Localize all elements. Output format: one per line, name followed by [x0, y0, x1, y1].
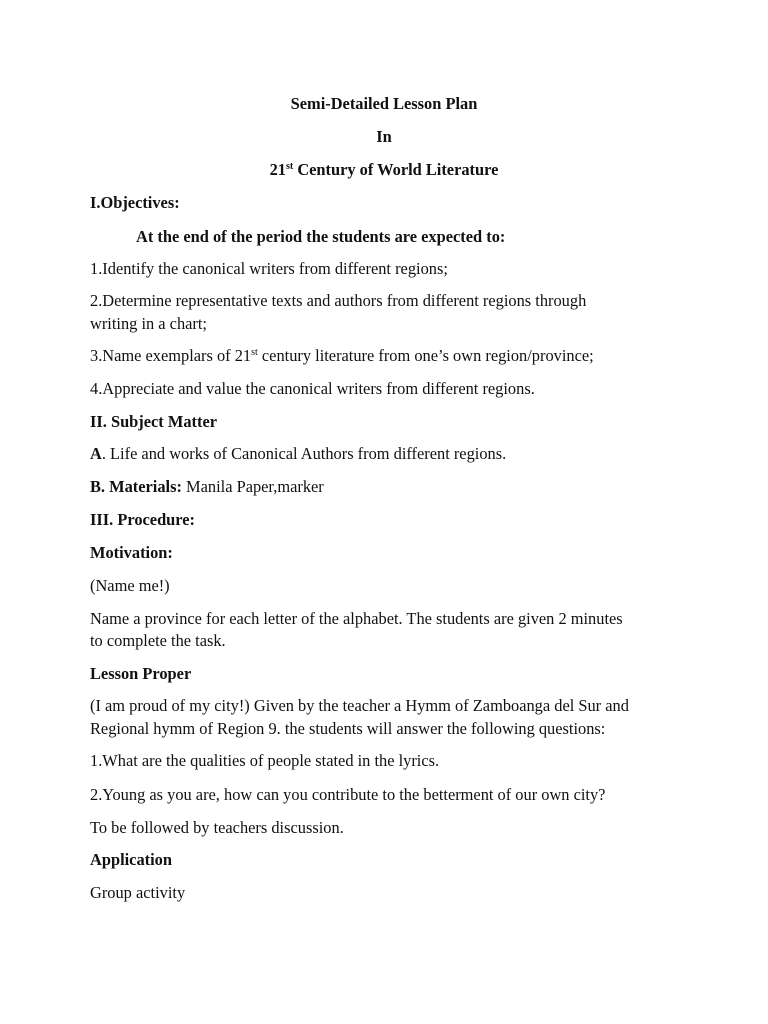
- followup-text: To be followed by teachers discussion.: [90, 818, 344, 837]
- title-in: In: [376, 127, 392, 146]
- item-3-superscript: st: [251, 347, 258, 358]
- motivation-text-line-2: to complete the task.: [90, 631, 226, 650]
- course-superscript: st: [285, 161, 294, 172]
- question-2: 2.Young as you are, how can you contribute to the betterment of our own city?: [90, 785, 606, 804]
- procedure-heading: III. Procedure:: [90, 510, 196, 529]
- lesson-proper-line-2: Regional hymm of Region 9. the students will answer the following questions:: [90, 719, 606, 738]
- question-1: 1.What are the qualities of people stated in the lyrics.: [90, 751, 440, 770]
- subject-matter-heading: II. Subject Matter: [90, 412, 217, 431]
- motivation-heading: Motivation:: [90, 543, 173, 562]
- motivation-text-line-1: Name a province for each letter of the alphabet. The students are given 2 minutes: [90, 609, 623, 628]
- application-text: Group activity: [90, 883, 186, 902]
- objective-item-2-line-2: writing in a chart;: [90, 314, 207, 333]
- objective-item-1: 1.Identify the canonical writers from different regions;: [90, 259, 448, 278]
- course-title: 21st Century of World Literature: [269, 160, 499, 179]
- objective-item-2-line-1: 2.Determine representative texts and authors from different regions through: [90, 291, 587, 310]
- motivation-title: (Name me!): [90, 576, 170, 595]
- subject-matter-materials: B. Materials: Manila Paper,marker: [90, 477, 324, 496]
- subject-matter-a: A. Life and works of Canonical Authors from different regions.: [90, 444, 507, 463]
- document-title: Semi-Detailed Lesson Plan: [290, 94, 478, 113]
- lesson-proper-line-1: (I am proud of my city!) Given by the teacher a Hymm of Zamboanga del Sur and: [90, 696, 629, 715]
- objectives-heading: I.Objectives:: [90, 193, 180, 212]
- objectives-intro: At the end of the period the students are expected to:: [136, 227, 506, 246]
- lesson-proper-heading: Lesson Proper: [90, 664, 192, 683]
- objective-item-4: 4.Appreciate and value the canonical writers from different regions.: [90, 379, 535, 398]
- application-heading: Application: [90, 850, 172, 869]
- objective-item-3: 3.Name exemplars of 21st century literature from one’s own region/province;: [90, 346, 594, 365]
